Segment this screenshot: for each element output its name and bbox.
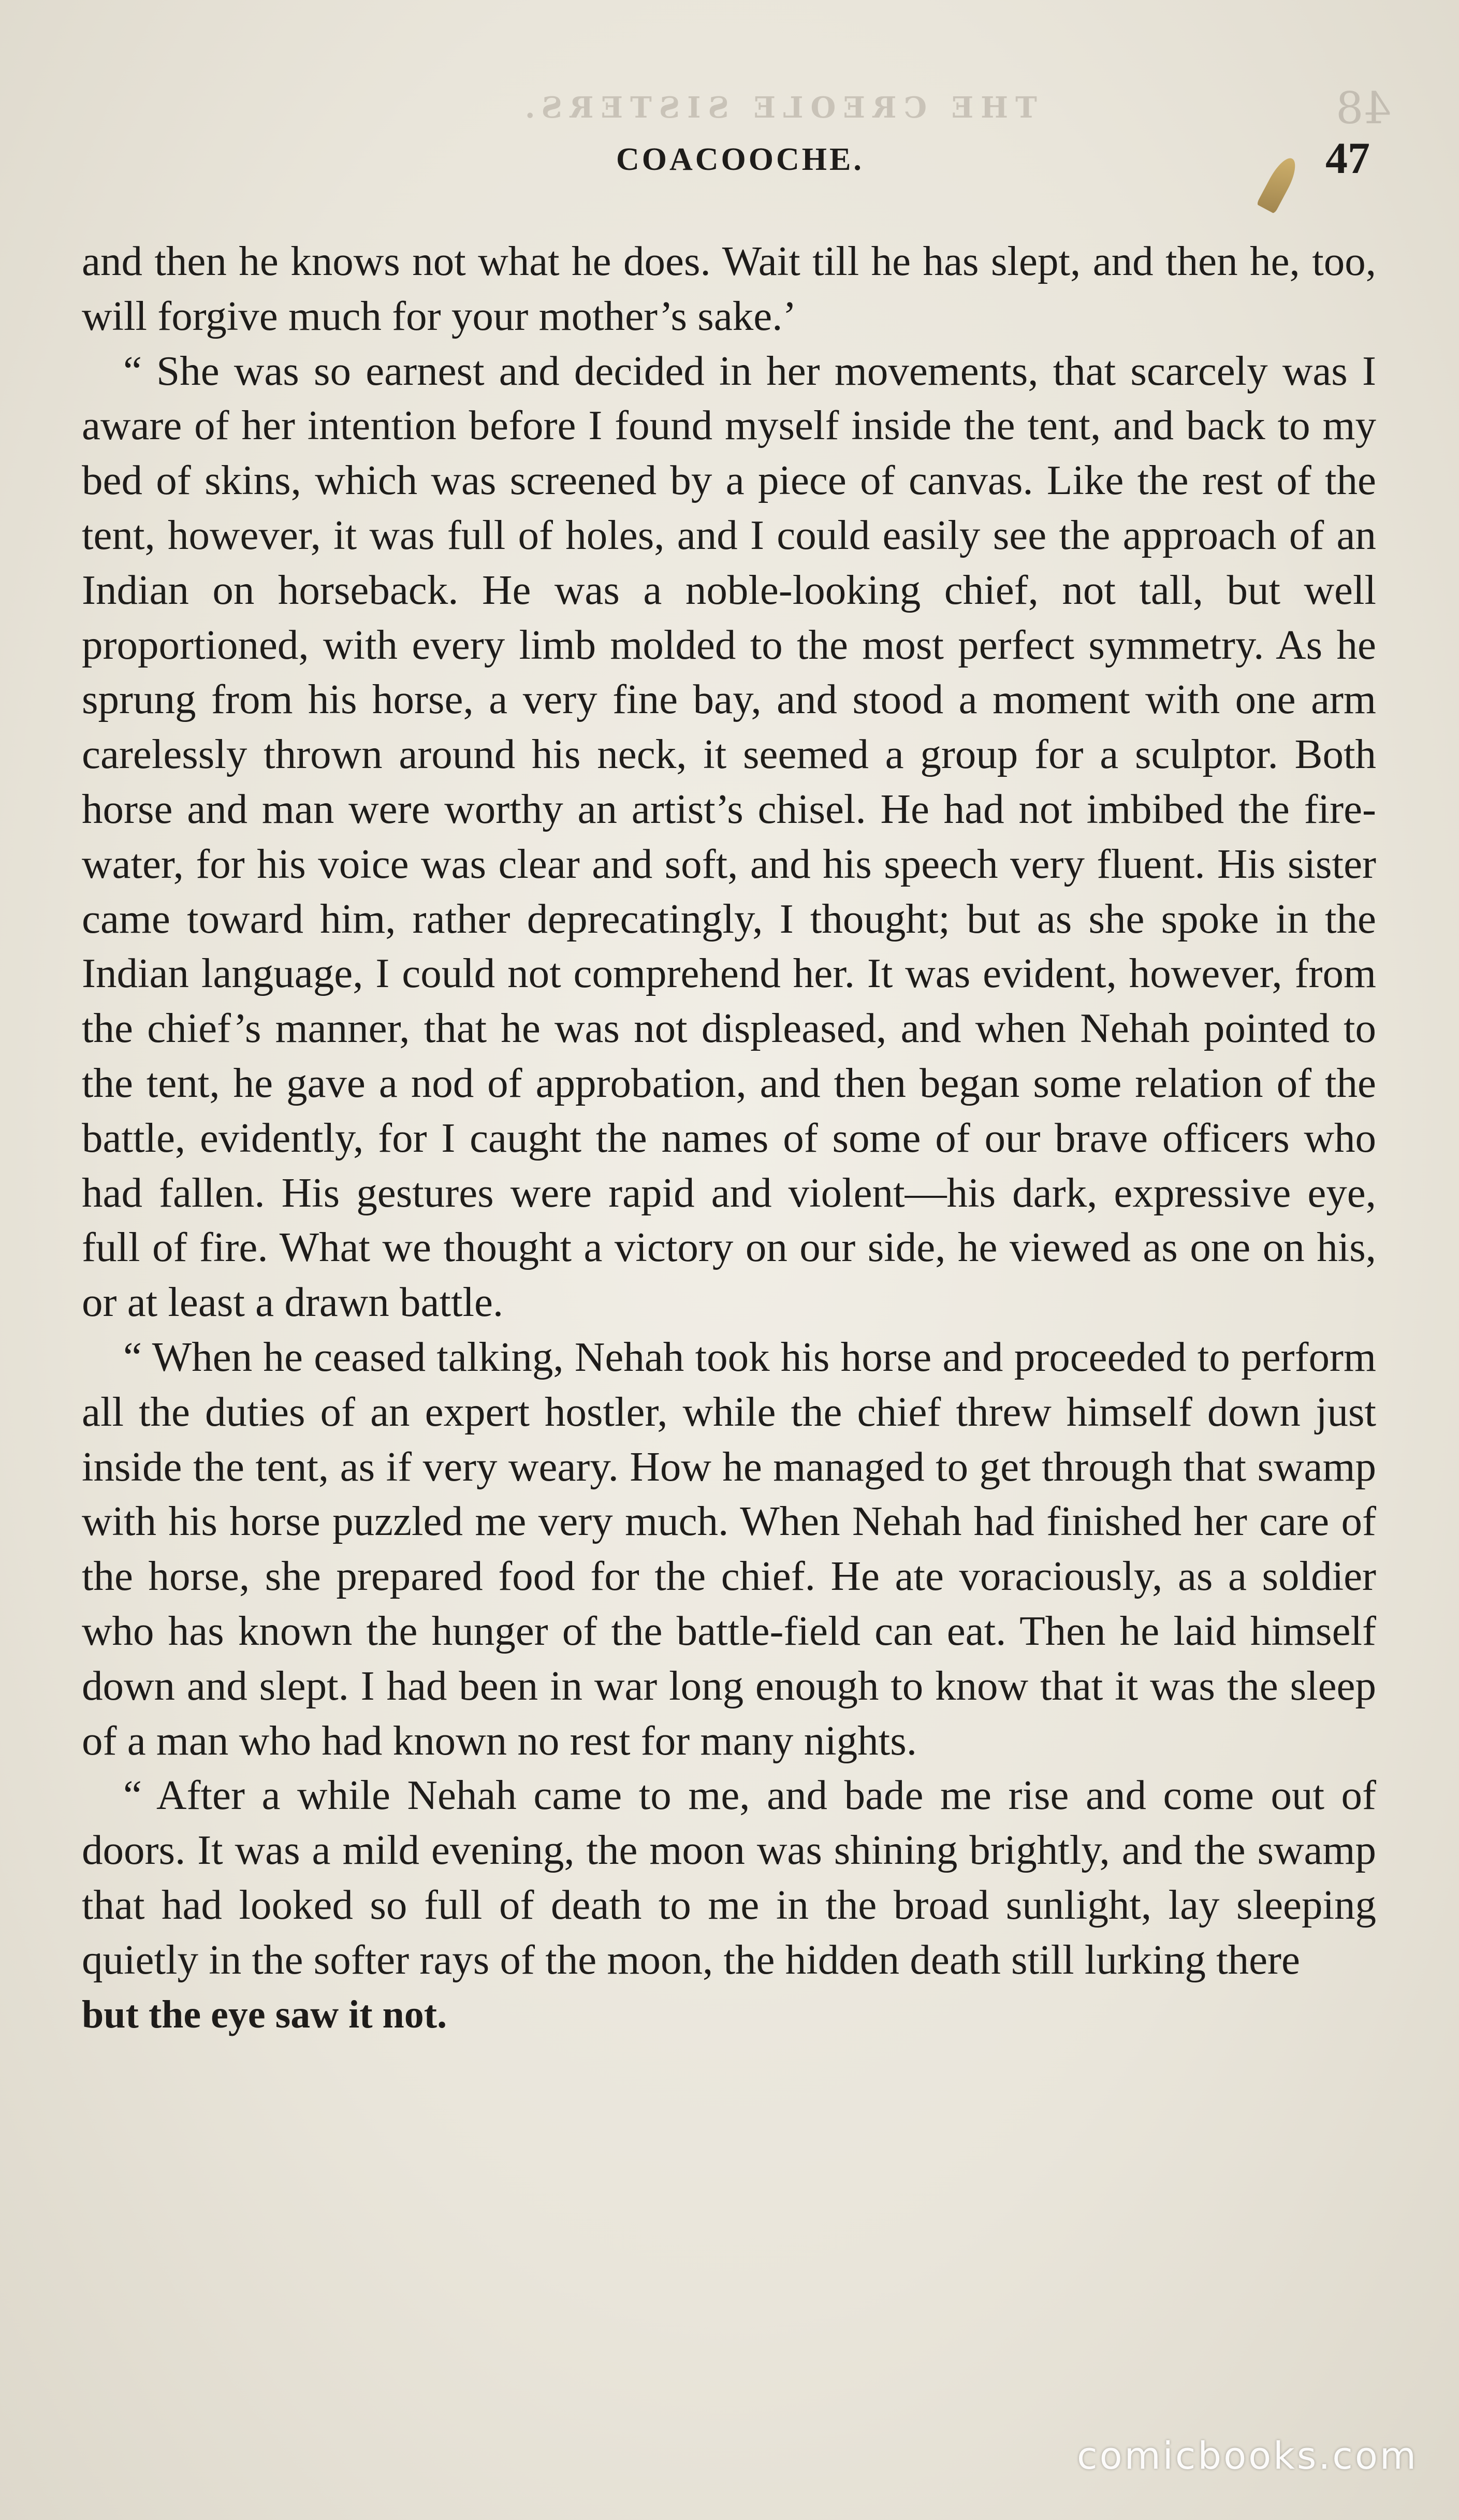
page-header xyxy=(0,132,1459,189)
bleed-through-running-head: THE CREOLE SISTERS. xyxy=(518,91,1037,125)
page-number: 47 xyxy=(1325,133,1370,183)
body-text xyxy=(82,234,1376,2042)
final-line: but the eye saw it not. xyxy=(82,1992,447,2036)
paragraph: “ After a while Nehah came to me, and bade me rise and come out of doors. It was a mild evening, the moon was shining brightly, and the swamp that had looked so full of death to me in the broad sunlight, lay sleeping quietly in the softer rays of the moon, the hidden death still lurking there xyxy=(82,1772,1376,1983)
paragraph: and then he knows not what he does. Wait till he has slept, and then he, too, will forgive much for your mother’s sake.’ xyxy=(82,238,1376,339)
paragraph: “ When he ceased talking, Nehah took his horse and proceeded to perform all the duties of an expert hostler, while the chief threw himself down just inside the tent, as if very weary. How he managed to get through that swamp with his horse puzzled me very much. When Nehah had finished her care of the horse, she prepared food for the chief. He ate voraciously, as a soldier who has known the hunger of the battle-field can eat. Then he laid himself down and slept. I had been in war long enough to know that it was the sleep of a man who had known no rest for many nights. xyxy=(82,1333,1376,1764)
running-head: COACOOCHE. xyxy=(616,142,864,177)
watermark: comicbooks.com xyxy=(1077,2434,1419,2478)
bleed-through-page-number: 48 xyxy=(1336,83,1391,134)
paragraph: “ She was so earnest and decided in her movements, that scarcely was I aware of her intention before I found myself inside the tent, and back to my bed of skins, which was screened by a piece of canvas. Like the rest of the tent, however, it was full of holes, and I could easily see the approach of an Indian on horseback. He was a noble-looking chief, not tall, but well proportioned, with every limb molded to the most perfect symmetry. As he sprung from his horse, a very fine bay, and stood a moment with one arm carelessly thrown around his neck, it seemed a group for a sculptor. Both horse and man were worthy an artist’s chisel. He had not imbibed the fire-water, for his voice was clear and soft, and his speech very fluent. His sister came toward him, rather deprecatingly, I thought; but as she spoke in the Indian language, I could not comprehend her. It was evident, however, from the chief’s manner, that he was not displeased, and when Nehah pointed to the tent, he gave a nod of approbation, and then began some relation of the battle, evidently, for I caught the names of some of our brave officers who had fallen. His gestures were rapid and violent—his dark, expressive eye, full of fire. What we thought a victory on our side, he viewed as one on his, or at least a drawn battle. xyxy=(82,347,1376,1326)
